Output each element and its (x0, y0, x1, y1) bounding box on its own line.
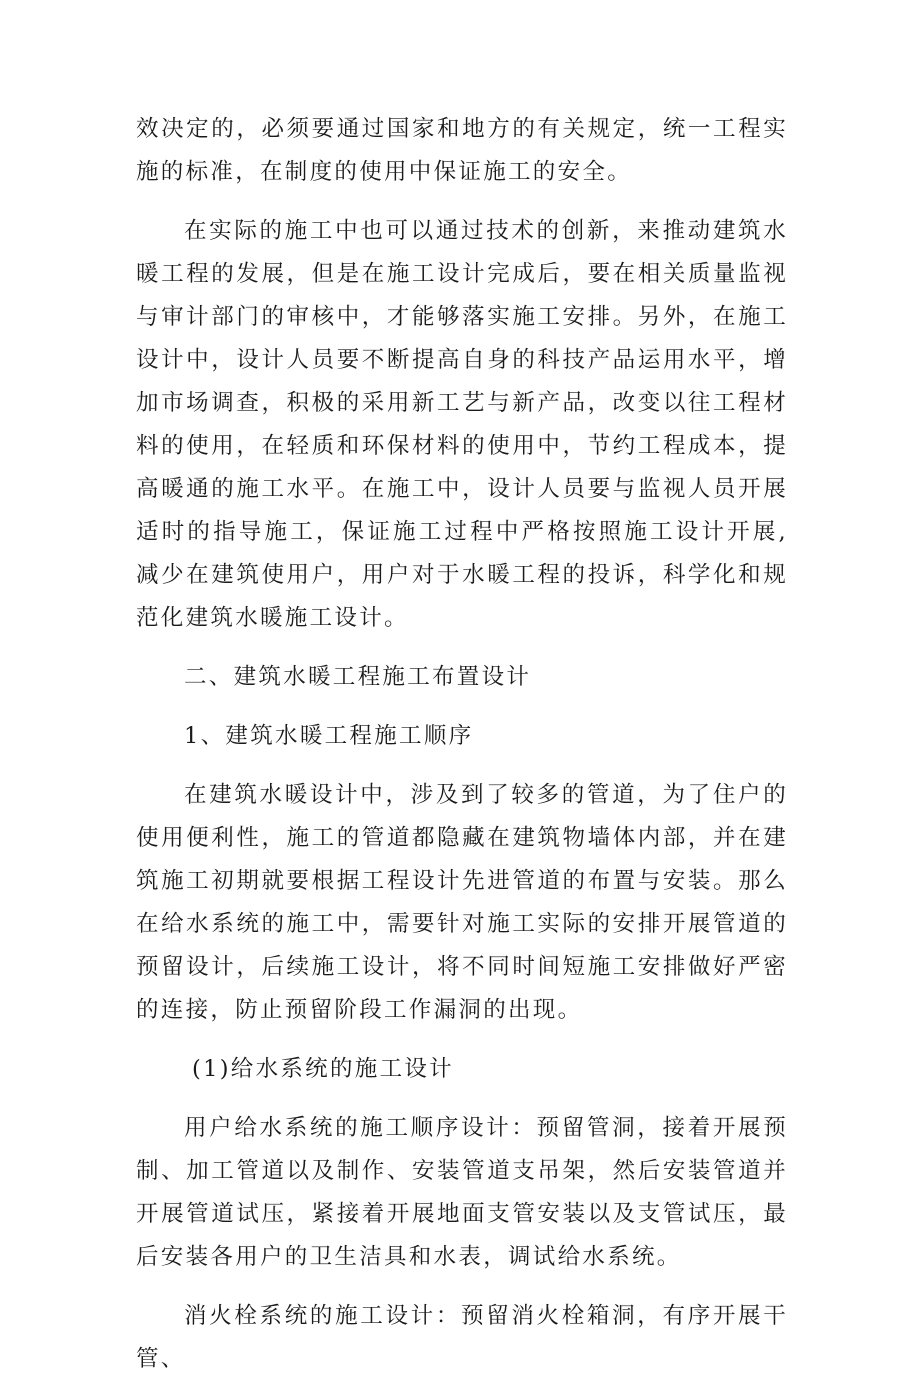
paragraph-innovation: 在实际的施工中也可以通过技术的创新，来推动建筑水暖工程的发展，但是在施工设计完成后，要在相关质量监视与审计部门的审核中，才能够落实施工安排。另外，在施工设计中，设计人员要不断提高自身的科技产品运用水平，增加市场调查，积极的采用新工艺与新产品，改变以往工程材料的使用，在轻质和环保材料的使用中，节约工程成本，提高暖通的施工水平。在施工中，设计人员要与监视人员开展适时的指导施工，保证施工过程中严格按照施工设计开展,减少在建筑使用户，用户对于水暖工程的投诉，科学化和规范化建筑水暖施工设计。 (136, 218, 788, 631)
paragraph-water-supply: 用户给水系统的施工顺序设计：预留管洞，接着开展预制、加工管道以及制作、安装管道支吊架，然后安装管道并开展管道试压，紧接着开展地面支管安装以及支管试压，最后安装各用户的卫生洁具和水表，调试给水系统。 (136, 1115, 788, 1270)
document-body (136, 108, 788, 1381)
paragraph-continuation: 效决定的，必须要通过国家和地方的有关规定，统一工程实施的标准，在制度的使用中保证施工的安全。 (136, 116, 788, 185)
paragraph-pipes: 在建筑水暖设计中，涉及到了较多的管道，为了住户的使用便利性，施工的管道都隐藏在建筑物墙体内部，并在建筑施工初期就要根据工程设计先进管道的布置与安装。那么在给水系统的施工中，需要针对施工实际的安排开展管道的预留设计，后续施工设计，将不同时间短施工安排做好严密的连接，防止预留阶段工作漏洞的出现。 (136, 782, 788, 1023)
subsection-heading: 1、建筑水暖工程施工顺序 (184, 723, 474, 749)
water-system-heading: (1)给水系统的施工设计 (192, 1056, 454, 1082)
paragraph-fire-hydrant: 消火栓系统的施工设计：预留消火栓箱洞，有序开展干管、 (136, 1303, 788, 1372)
section-heading: 二、建筑水暖工程施工布置设计 (184, 664, 532, 690)
